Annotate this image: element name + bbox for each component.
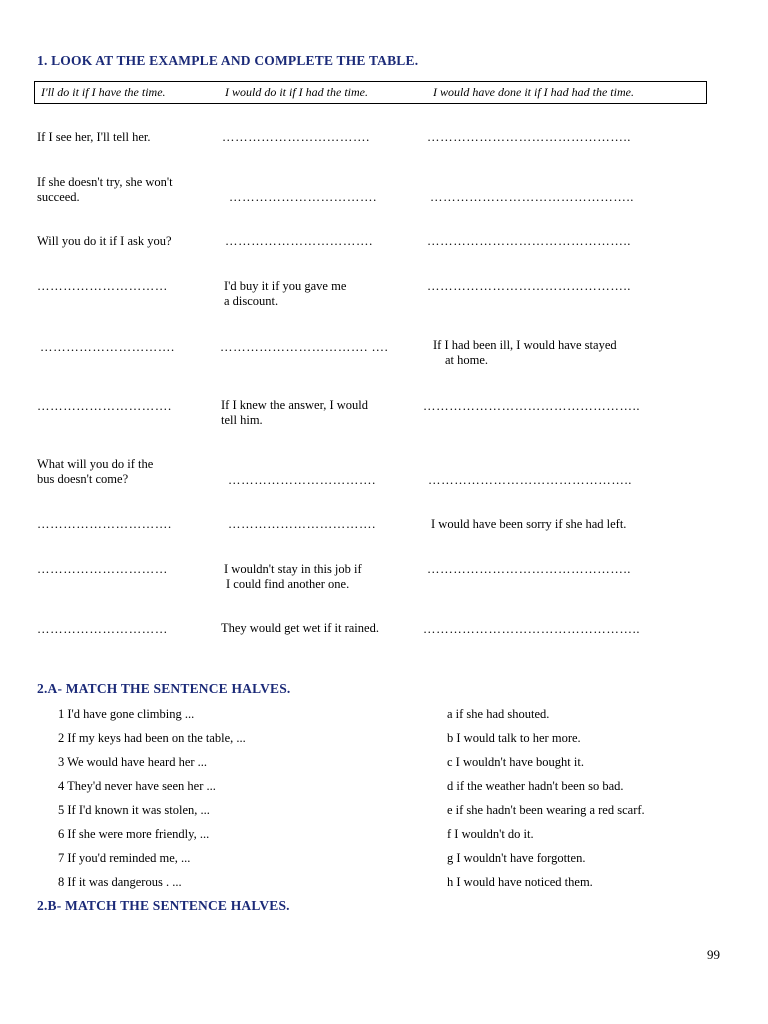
example-first-conditional: I'll do it if I have the time. (41, 85, 166, 99)
row3-col1: Will you do it if I ask you? (37, 234, 172, 248)
match-right-h: h I would have noticed them. (447, 875, 593, 889)
match-left-2: 2 If my keys had been on the table, ... (58, 731, 246, 745)
row2-col2[interactable]: ……………………………. (229, 190, 377, 204)
row6-col1[interactable]: …………………………. (37, 399, 172, 413)
match-right-a: a if she had shouted. (447, 707, 550, 721)
row9-col1[interactable]: ………………………… (37, 562, 168, 576)
row4-col3[interactable]: ……………………………………….. (427, 279, 631, 293)
match-right-e: e if she hadn't been wearing a red scarf. (447, 803, 645, 817)
match-right-c: c I wouldn't have bought it. (447, 755, 584, 769)
row8-col2[interactable]: ……………………………. (228, 517, 376, 531)
row10-col2: They would get wet if it rained. (221, 621, 379, 635)
match-left-6: 6 If she were more friendly, ... (58, 827, 210, 841)
example-box (34, 81, 707, 104)
match-right-g: g I wouldn't have forgotten. (447, 851, 586, 865)
row1-col1: If I see her, I'll tell her. (37, 130, 151, 144)
row10-col1[interactable]: ………………………… (37, 622, 168, 636)
row5-col1[interactable]: …………………………. (40, 340, 175, 354)
section2b-heading: 2.B- MATCH THE SENTENCE HALVES. (37, 898, 290, 913)
row4-col2: I'd buy it if you gave me a discount. (224, 279, 347, 308)
match-left-5: 5 If I'd known it was stolen, ... (58, 803, 210, 817)
match-right-f: f I wouldn't do it. (447, 827, 534, 841)
match-right-d: d if the weather hadn't been so bad. (447, 779, 624, 793)
row3-col3[interactable]: ……………………………………….. (427, 234, 631, 248)
match-left-1: 1 I'd have gone climbing ... (58, 707, 195, 721)
match-right-b: b I would talk to her more. (447, 731, 581, 745)
row6-col2: If I knew the answer, I would tell him. (221, 398, 369, 427)
row5-col3: If I had been ill, I would have stayed at home. (433, 338, 617, 367)
row7-col3[interactable]: ……………………………………….. (428, 473, 632, 487)
row5-col2[interactable]: ……………………………. …. (220, 340, 389, 354)
row2-col3[interactable]: ……………………………………….. (430, 190, 634, 204)
row2-col1: If she doesn't try, she won't succeed. (37, 175, 173, 204)
page-number: 99 (707, 947, 720, 962)
example-second-conditional: I would do it if I had the time. (225, 85, 368, 99)
row7-col2[interactable]: ……………………………. (228, 473, 376, 487)
row9-col2: I wouldn't stay in this job if I could find another one. (224, 562, 362, 591)
row10-col3[interactable]: ………………………………………….. (423, 622, 641, 636)
row9-col3[interactable]: ……………………………………….. (427, 562, 631, 576)
row7-col1: What will you do if the bus doesn't come? (37, 457, 154, 486)
match-left-4: 4 They'd never have seen her ... (58, 779, 216, 793)
row4-col1[interactable]: ………………………… (37, 279, 168, 293)
row6-col3[interactable]: ………………………………………….. (423, 399, 641, 413)
match-left-3: 3 We would have heard her ... (58, 755, 208, 769)
match-left-7: 7 If you'd reminded me, ... (58, 851, 191, 865)
row1-col3[interactable]: ……………………………………….. (427, 130, 631, 144)
section2a-heading: 2.A- MATCH THE SENTENCE HALVES. (37, 681, 291, 696)
match-left-8: 8 If it was dangerous . ... (58, 875, 182, 889)
row3-col2[interactable]: ……………………………. (225, 234, 373, 248)
row8-col3: I would have been sorry if she had left. (431, 517, 627, 531)
section1-heading: 1. LOOK AT THE EXAMPLE AND COMPLETE THE TABLE. (37, 53, 419, 68)
row8-col1[interactable]: …………………………. (37, 517, 172, 531)
row1-col2[interactable]: ……………………………. (222, 130, 370, 144)
example-third-conditional: I would have done it if I had had the time. (433, 85, 634, 99)
